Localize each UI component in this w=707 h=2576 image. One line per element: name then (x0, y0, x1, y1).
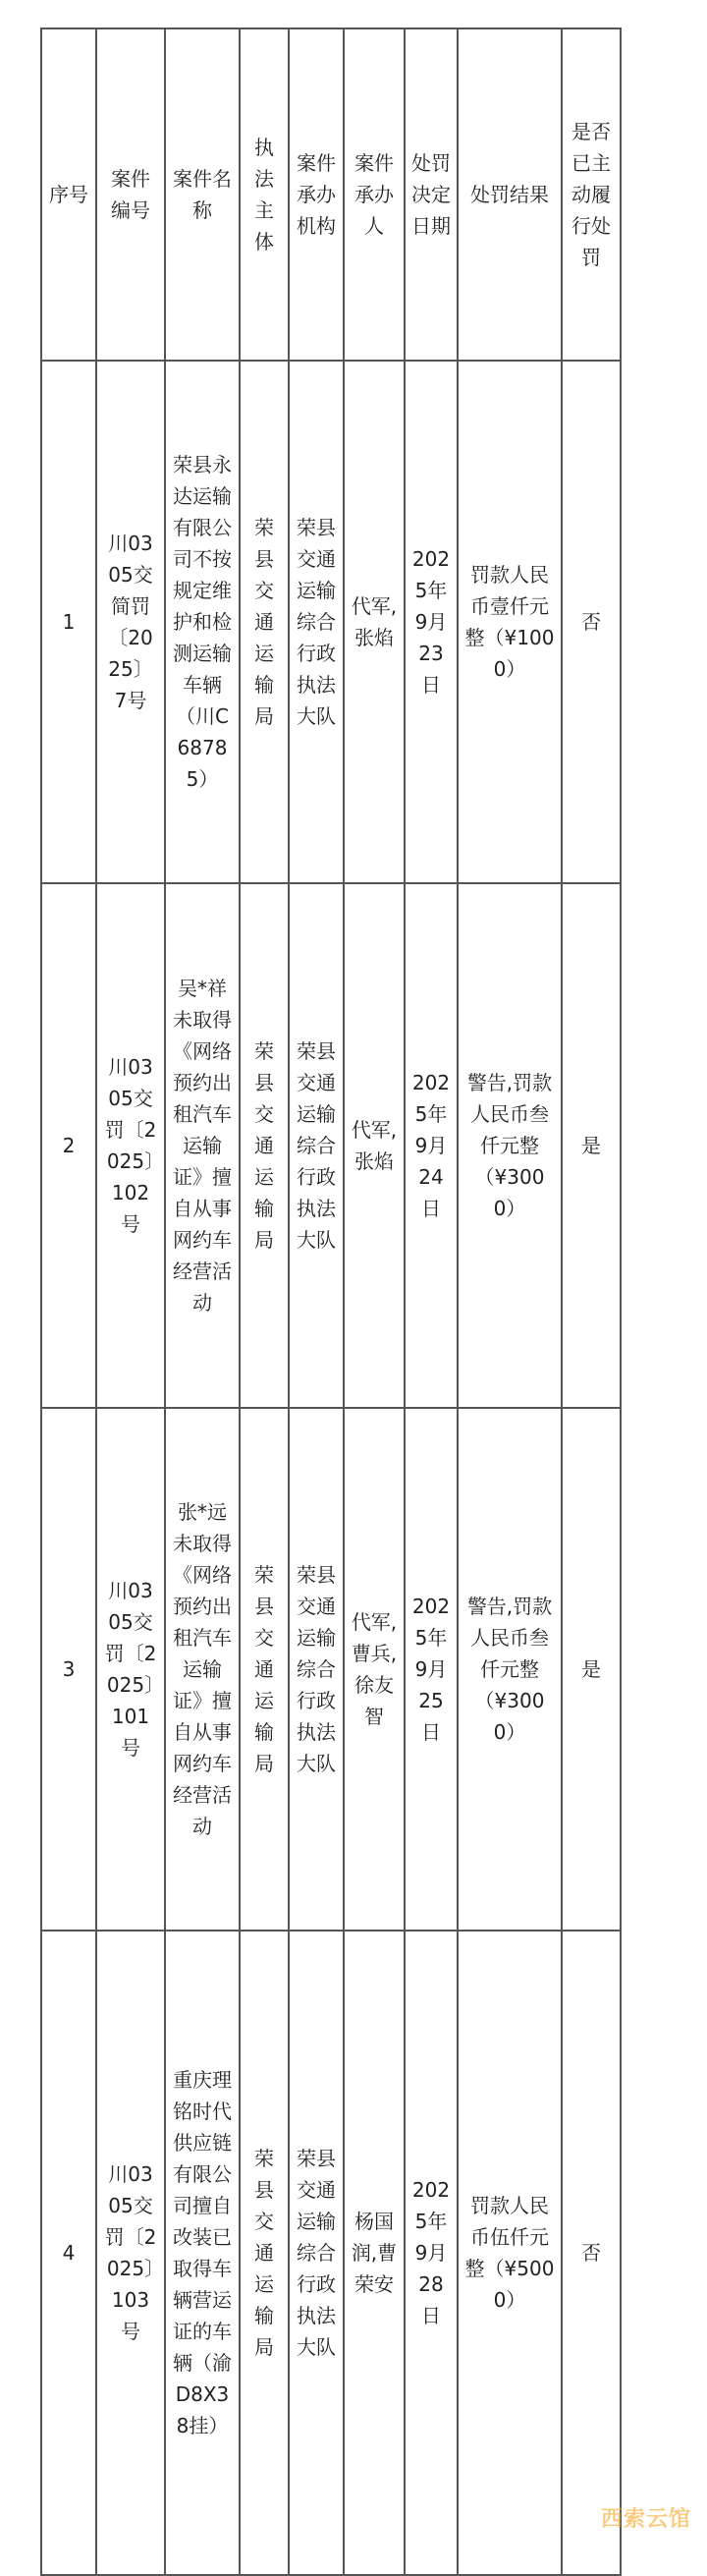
cell-subject: 荣县交通运输局 (240, 361, 289, 883)
cell-subject: 荣县交通运输局 (240, 883, 289, 1408)
cell-date: 2025年9月28日 (405, 1931, 458, 2575)
cell-seq: 1 (41, 361, 96, 883)
cell-org: 荣县交通运输综合行政执法大队 (289, 1408, 344, 1931)
cell-performed: 是 (562, 883, 621, 1408)
cell-seq: 3 (41, 1408, 96, 1931)
cell-case-no: 川0305交罚〔2025〕102号 (96, 883, 165, 1408)
cell-case-no: 川0305交罚〔2025〕101号 (96, 1408, 165, 1931)
table-row (41, 1931, 621, 2575)
header-seq: 序号 (41, 28, 96, 361)
cell-subject: 荣县交通运输局 (240, 1408, 289, 1931)
cell-result: 罚款人民币伍仟元整（¥5000） (458, 1931, 562, 2575)
cell-subject: 荣县交通运输局 (240, 1931, 289, 2575)
cell-date: 2025年9月24日 (405, 883, 458, 1408)
cell-handler: 代军,张焰 (344, 883, 405, 1408)
header-subject: 执法主体 (240, 28, 289, 361)
cell-case-name: 吴*祥未取得《网络预约出租汽车运输证》擅自从事网约车经营活动 (165, 883, 240, 1408)
header-performed: 是否已主动履行处罚 (562, 28, 621, 361)
cell-performed: 否 (562, 361, 621, 883)
cell-case-name: 重庆理铭时代供应链有限公司擅自改装已取得车辆营运证的车辆（渝D8X38挂） (165, 1931, 240, 2575)
header-case-name: 案件名称 (165, 28, 240, 361)
cell-org: 荣县交通运输综合行政执法大队 (289, 361, 344, 883)
cell-date: 2025年9月23日 (405, 361, 458, 883)
cell-performed: 否 (562, 1931, 621, 2575)
table-header-row (41, 28, 621, 361)
cell-handler: 代军,曹兵,徐友智 (344, 1408, 405, 1931)
cell-org: 荣县交通运输综合行政执法大队 (289, 1931, 344, 2575)
header-date: 处罚决定日期 (405, 28, 458, 361)
cell-result: 警告,罚款人民币叁仟元整（¥3000） (458, 1408, 562, 1931)
cell-seq: 4 (41, 1931, 96, 2575)
cell-handler: 代军,张焰 (344, 361, 405, 883)
table-row (41, 883, 621, 1408)
header-org: 案件承办机构 (289, 28, 344, 361)
table-row (41, 361, 621, 883)
header-handler: 案件承办人 (344, 28, 405, 361)
cell-handler: 杨国润,曹荣安 (344, 1931, 405, 2575)
cell-case-name: 张*远未取得《网络预约出租汽车运输证》擅自从事网约车经营活动 (165, 1408, 240, 1931)
cell-case-no: 川0305交罚〔2025〕103号 (96, 1931, 165, 2575)
cell-result: 罚款人民币壹仟元整（¥1000） (458, 361, 562, 883)
watermark-logo: 西索云馆 (600, 2507, 691, 2532)
cell-date: 2025年9月25日 (405, 1408, 458, 1931)
header-case-no: 案件编号 (96, 28, 165, 361)
cell-case-no: 川0305交简罚〔2025〕7号 (96, 361, 165, 883)
table-row (41, 1408, 621, 1931)
cell-seq: 2 (41, 883, 96, 1408)
penalty-table (40, 28, 622, 2576)
cell-performed: 是 (562, 1408, 621, 1931)
cell-org: 荣县交通运输综合行政执法大队 (289, 883, 344, 1408)
cell-result: 警告,罚款人民币叁仟元整（¥3000） (458, 883, 562, 1408)
cell-case-name: 荣县永达运输有限公司不按规定维护和检测运输车辆（川C68785） (165, 361, 240, 883)
header-result: 处罚结果 (458, 28, 562, 361)
